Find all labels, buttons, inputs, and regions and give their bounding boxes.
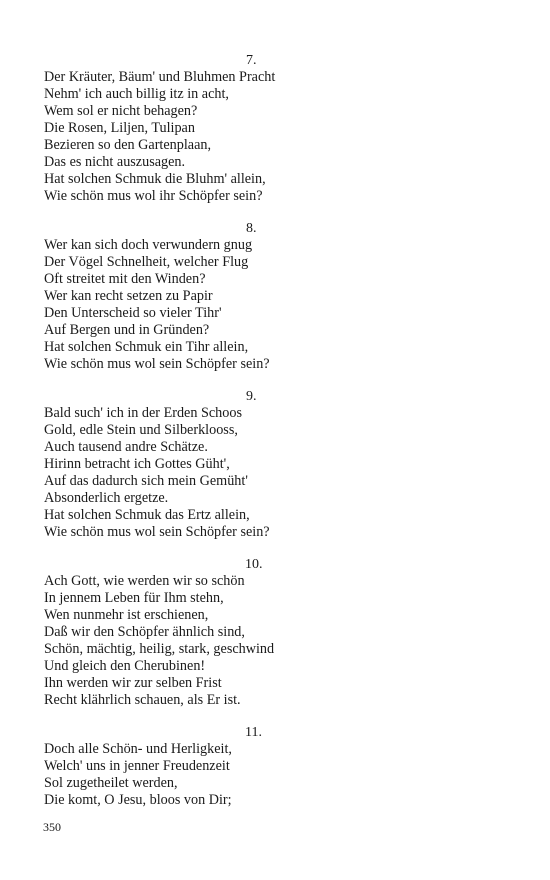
verse-line: Hat solchen Schmuk ein Tihr allein,	[44, 339, 249, 355]
verse-line: Wie schön mus wol sein Schöpfer sein?	[44, 524, 270, 540]
verse-line: Bezieren so den Gartenplaan,	[44, 137, 212, 153]
stanza-number: 9.	[246, 389, 257, 404]
stanza-number: 7.	[246, 53, 257, 68]
verse-line: Und gleich den Cherubinen!	[44, 658, 206, 674]
verse-line: Doch alle Schön- und Herligkeit,	[44, 741, 232, 757]
verse-line: Hat solchen Schmuk das Ertz allein,	[44, 507, 250, 523]
stanza-8	[44, 220, 344, 373]
verse-line: Die Rosen, Liljen, Tulipan	[44, 120, 195, 136]
verse-line: Bald such' ich in der Erden Schoos	[44, 405, 242, 421]
verse-line: Auch tausend andre Schätze.	[44, 439, 208, 455]
verse-line: Auf das dadurch sich mein Gemüht'	[44, 473, 248, 489]
verse-line: Wer kan recht setzen zu Papir	[44, 288, 213, 304]
verse-line: Wie schön mus wol ihr Schöpfer sein?	[44, 188, 263, 204]
verse-line: Die komt, O Jesu, bloos von Dir;	[44, 792, 232, 808]
verse-line: Recht klährlich schauen, als Er ist.	[44, 692, 241, 708]
verse-line: Der Kräuter, Bäum' und Bluhmen Pracht	[44, 69, 276, 85]
verse-line: In jennem Leben für Ihm stehn,	[44, 590, 224, 606]
verse-line: Gold, edle Stein und Silberklooss,	[44, 422, 238, 438]
verse-line: Schön, mächtig, heilig, stark, geschwind	[44, 641, 275, 657]
verse-line: Hirinn betracht ich Gottes Güht',	[44, 456, 230, 472]
stanza-10	[44, 556, 344, 709]
page-number: 350	[43, 820, 61, 834]
stanza-11	[44, 724, 344, 809]
verse-line: Absonderlich ergetze.	[44, 490, 169, 506]
verse-line: Oft streitet mit den Winden?	[44, 271, 206, 287]
verse-line: Wer kan sich doch verwundern gnug	[44, 237, 253, 253]
verse-line: Wie schön mus wol sein Schöpfer sein?	[44, 356, 270, 372]
verse-line: Daß wir den Schöpfer ähnlich sind,	[44, 624, 245, 640]
verse-line: Den Unterscheid so vieler Tihr'	[44, 305, 222, 321]
verse-line: Wem sol er nicht behagen?	[44, 103, 198, 119]
verse-line: Wen nunmehr ist erschienen,	[44, 607, 209, 623]
stanza-number: 8.	[246, 221, 257, 236]
stanza-9	[44, 388, 344, 541]
verse-line: Das es nicht auszusagen.	[44, 154, 186, 170]
verse-line: Welch' uns in jenner Freudenzeit	[44, 758, 230, 774]
stanza-number: 11.	[245, 725, 262, 740]
verse-line: Der Vögel Schnelheit, welcher Flug	[44, 254, 249, 270]
stanza-7	[44, 52, 344, 205]
verse-line: Sol zugetheilet werden,	[44, 775, 178, 791]
verse-line: Nehm' ich auch billig itz in acht,	[44, 86, 229, 102]
verse-line: Ach Gott, wie werden wir so schön	[44, 573, 245, 589]
stanza-number: 10.	[245, 557, 263, 572]
verse-line: Auf Bergen und in Gründen?	[44, 322, 210, 338]
verse-line: Ihn werden wir zur selben Frist	[44, 675, 222, 691]
verse-line: Hat solchen Schmuk die Bluhm' allein,	[44, 171, 266, 187]
